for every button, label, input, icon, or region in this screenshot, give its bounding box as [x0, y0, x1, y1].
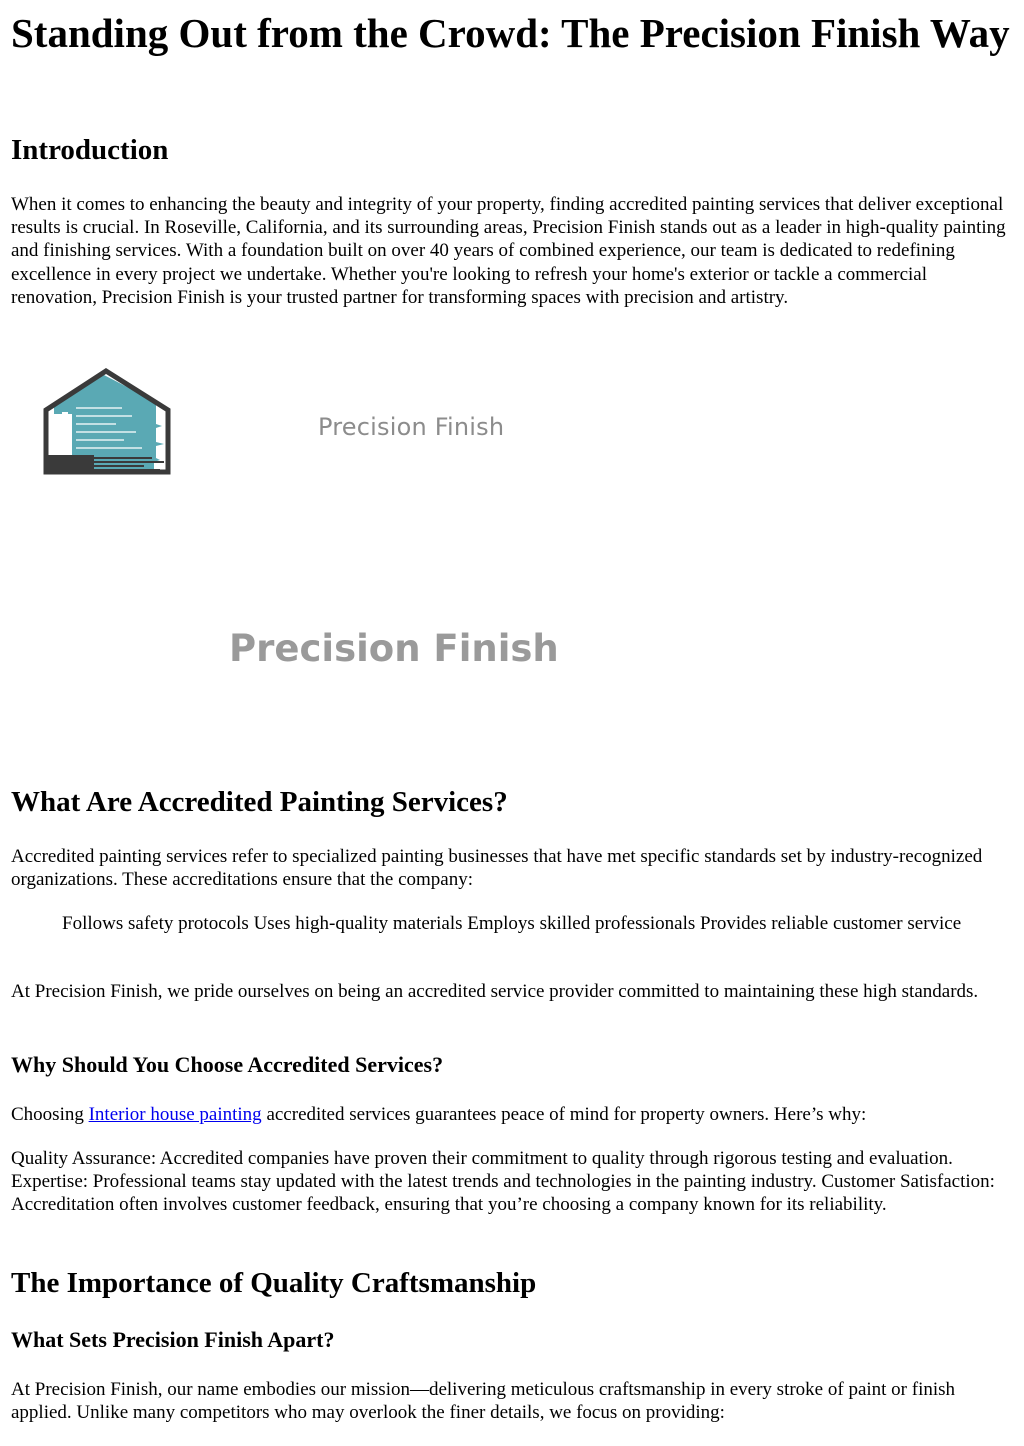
accredited-heading: What Are Accredited Painting Services? — [11, 786, 508, 818]
quality-paragraph: At Precision Finish, our name embodies our mission—delivering meticulous craftsmanship in every stroke of paint or finish applied. Unlike many competitors who may overlook the finer details, we focus on providing: — [11, 1379, 956, 1424]
logo-text-small: Precision Finish — [318, 413, 505, 441]
intro-paragraph: When it comes to enhancing the beauty and integrity of your property, finding accredited painting services that deliver exceptional results is crucial. In Roseville, California, and its surrounding areas, Precision Finish stands out as a leader in high-quality painting and finishing services. With a foundation built on over 40 years of combined experience, our team is dedicated to redefining excellence in every project we undertake. Whether you're looking to refresh your home's exterior or tackle a commercial renovation, Precision Finish is your trusted partner for transforming spaces with precision and artistry. — [11, 194, 1006, 308]
house-paint-logo-icon — [32, 362, 182, 492]
why-para-prefix: Choosing — [11, 1104, 89, 1125]
quality-subheading: What Sets Precision Finish Apart? — [11, 1327, 335, 1352]
why-paragraph — [11, 1103, 1015, 1126]
accredited-closing: At Precision Finish, we pride ourselves on being an accredited service provider committed to maintaining these high standards. — [11, 981, 979, 1002]
interior-house-painting-link[interactable]: Interior house painting — [88, 1104, 262, 1125]
why-reasons: Quality Assurance: Accredited companies have proven their commitment to quality through rigorous testing and evaluation. Expertise: Professional teams stay updated with the latest trends and technologies in the painting industry. Customer Satisfaction: Accreditation often involves customer feedback, ensuring that you’re choosing a company known for its reliability. — [11, 1148, 995, 1216]
why-para-suffix: accredited services guarantees peace of mind for property owners. Here’s why: — [261, 1104, 867, 1125]
logo-text-large: Precision Finish — [229, 627, 559, 670]
intro-heading: Introduction — [11, 134, 169, 166]
page-title: Standing Out from the Crowd: The Precision Finish Way — [11, 10, 1010, 56]
why-heading: Why Should You Choose Accredited Services? — [11, 1052, 444, 1077]
accredited-paragraph: Accredited painting services refer to specialized painting businesses that have met specific standards set by industry-recognized organizations. These accreditations ensure that the company: — [11, 846, 983, 891]
quality-heading: The Importance of Quality Craftsmanship — [11, 1267, 537, 1299]
accredited-list: Follows safety protocols Uses high-quality materials Employs skilled professionals Provides reliable customer service — [62, 913, 962, 934]
